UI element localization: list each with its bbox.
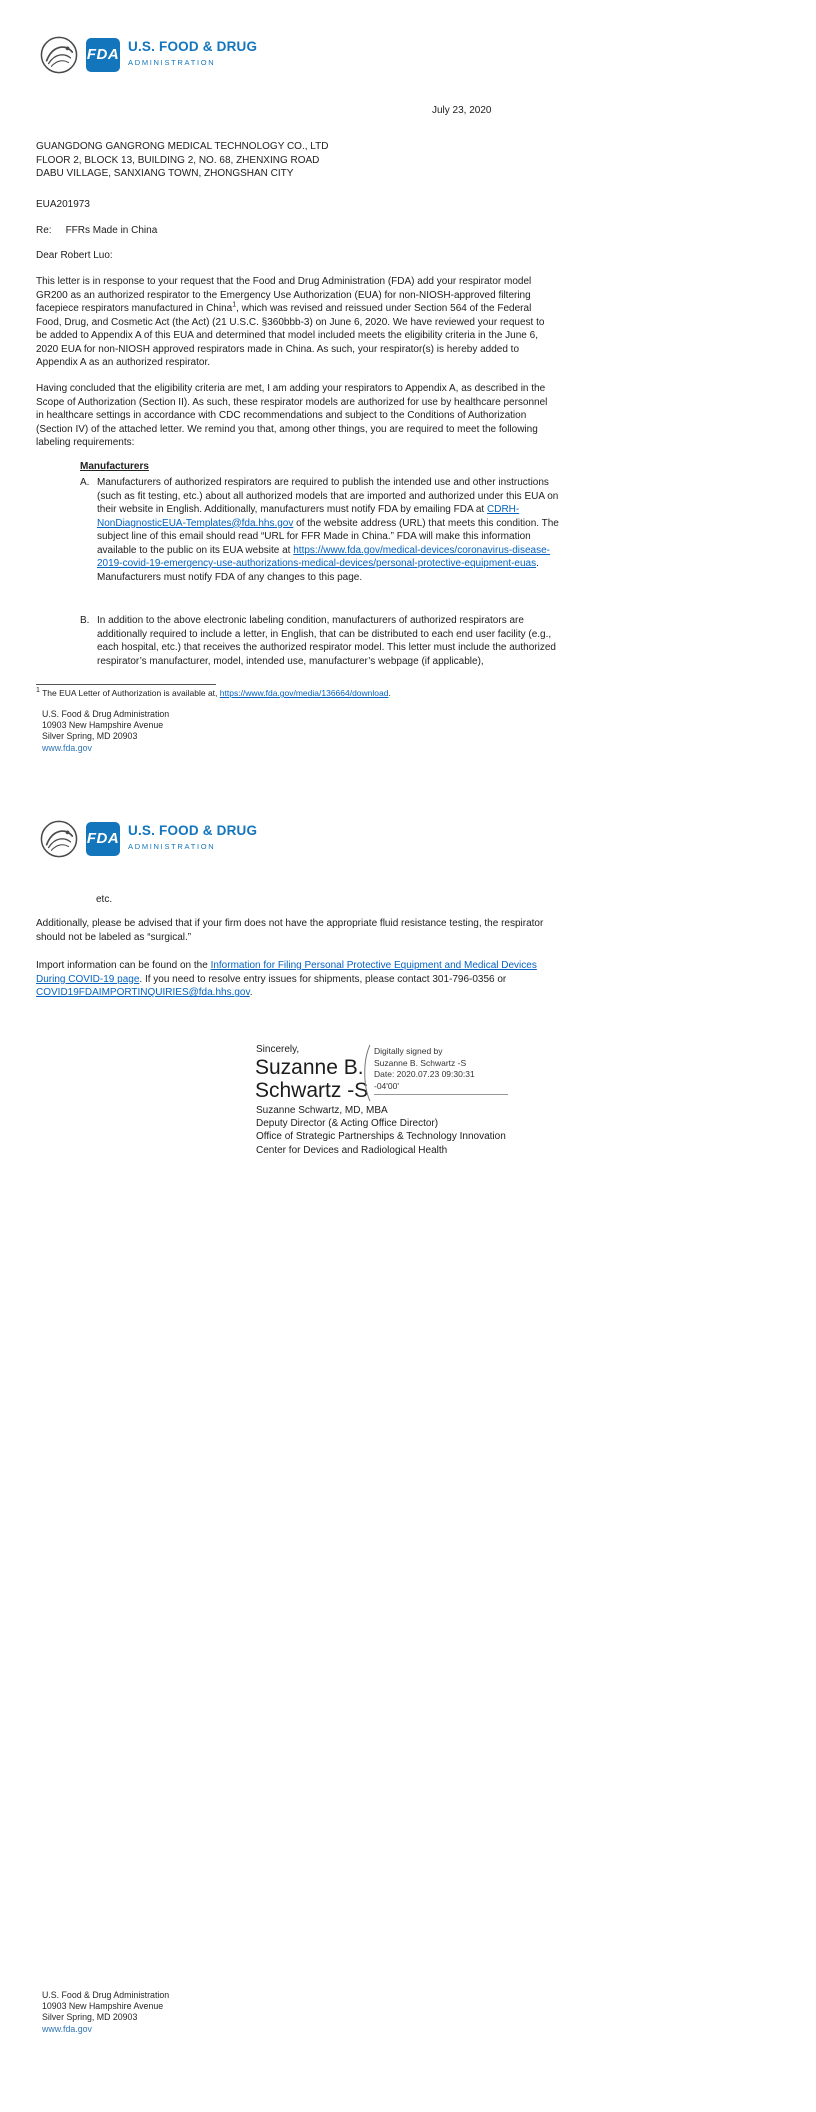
list-item-a-text — [97, 476, 562, 584]
recipient-address — [36, 140, 328, 181]
signer-name: Suzanne Schwartz, MD, MBA — [256, 1105, 388, 1116]
signature-curve-icon — [360, 1044, 372, 1107]
footnote-reference: 1 — [232, 301, 237, 309]
list-marker-a: A. — [80, 477, 90, 488]
signer-block — [256, 1104, 506, 1157]
manufacturers-heading: Manufacturers — [80, 461, 149, 472]
footer-city: Silver Spring, MD 20903 — [42, 2011, 138, 2022]
body-paragraph-2: Having concluded that the eligibility criteria are met, I am adding your respirators to Appendix A, as described in the Scope of Authorization (Section II). As such, these respirator models are authorized for use by healthcare personnel in healthcare settings in accordance with CDC recommendations and subject to the Conditions of Authorization (Section IV) of the attached letter. We remind you that, among other things, you are required to meet the following labeling requirements: — [36, 383, 548, 448]
fda-letterhead — [40, 820, 257, 858]
recipient-line: FLOOR 2, BLOCK 13, BUILDING 2, NO. 68, ZHENXING ROAD — [36, 154, 320, 166]
paragraph-text: , which was revised and reissued under Section 564 of the Federal Food, Drug, and Cosmetic Act (the Act) (21 U.S.C. §360bbb-3) on June 6, 2020. We have reviewed your request to be added to Appendix A of this EUA and determined that model included meets the eligibility criteria in the June 6, 2020 EUA for non-NIOSH approved respirators made in China. As such, your respirator(s) is hereby added to Appendix A as an authorized respirator. — [36, 303, 545, 368]
page-footer — [42, 1990, 169, 2035]
re-label: Re: — [36, 225, 52, 236]
digital-signature-line: Suzanne B. Schwartz -S — [374, 1057, 467, 1068]
footnote-text: . — [388, 688, 391, 698]
re-line — [36, 224, 157, 238]
signer-office: Office of Strategic Partnerships & Technology Innovation — [256, 1131, 506, 1143]
footnote-rule — [36, 684, 216, 685]
fda-website-link[interactable]: www.fda.gov — [42, 2024, 92, 2035]
body-paragraph-1 — [36, 275, 556, 370]
fda-wordmark — [128, 824, 257, 854]
fda-letterhead — [40, 36, 257, 74]
paragraph-text: Import information can be found on the — [36, 960, 211, 971]
digital-signature-line: -04'00' — [374, 1080, 399, 1091]
fda-logo-box: FDA — [86, 38, 120, 72]
list-item-a — [80, 476, 564, 584]
re-subject: FFRs Made in China — [65, 225, 158, 236]
footer-street: 10903 New Hampshire Avenue — [42, 719, 164, 730]
list-marker-b: B. — [80, 615, 90, 626]
footer-org: U.S. Food & Drug Administration — [42, 1990, 170, 2000]
signer-center: Center for Devices and Radiological Health — [256, 1144, 448, 1156]
fda-logo-box: FDA — [86, 822, 120, 856]
salutation: Dear Robert Luo: — [36, 250, 113, 261]
footer-city: Silver Spring, MD 20903 — [42, 730, 138, 741]
paragraph-text: . Manufacturers must notify FDA of any changes to this page. — [97, 558, 539, 583]
footnote-number: 1 — [36, 687, 40, 695]
paragraph-text: Manufacturers of authorized respirators are required to publish the intended use and other instructions (such as fit testing, etc.) about all authorized models that are imported and authorized under this EUA on their website in English. Additionally, manufacturers must notify FDA by emailing FDA at — [97, 477, 559, 515]
recipient-line: DABU VILLAGE, SANXIANG TOWN, ZHONGSHAN CITY — [36, 168, 294, 179]
import-info-link[interactable]: Information for Filing Personal Protective Equipment and Medical Devices During COVID-19 page — [36, 960, 537, 985]
fluid-resistance-paragraph: Additionally, please be advised that if your firm does not have the appropriate fluid resistance testing, the respirator should not be labeled as “surgical.” — [36, 918, 544, 943]
footnote-text: The EUA Letter of Authorization is available at, — [39, 688, 220, 698]
eua-number: EUA201973 — [36, 199, 90, 210]
page-footer — [42, 709, 169, 754]
hhs-seal-icon — [40, 36, 78, 74]
ppe-eua-page-link[interactable]: https://www.fda.gov/medical-devices/coronavirus-disease-2019-covid-19-emergency-use-authorizations-medical-devices/personal-protective-equipment-euas — [97, 544, 551, 569]
list-item-b — [80, 614, 564, 668]
footer-street: 10903 New Hampshire Avenue — [42, 2000, 164, 2011]
import-paragraph — [36, 959, 556, 1000]
fda-wordmark-line2: ADMINISTRATION — [128, 58, 216, 68]
fda-wordmark-line1: U.S. FOOD & DRUG — [128, 823, 258, 839]
signature-name: Suzanne B. Schwartz -S — [255, 1056, 369, 1102]
digital-signature-details — [374, 1046, 508, 1095]
fda-wordmark-line2: ADMINISTRATION — [128, 842, 216, 852]
hhs-seal-icon — [40, 820, 78, 858]
paragraph-text: . If you need to resolve entry issues for shipments, please contact 301-796-0356 or — [139, 973, 507, 985]
cdrh-email-link[interactable]: CDRH-NonDiagnosticEUA-Templates@fda.hhs.gov — [97, 504, 520, 529]
list-item-b-text: In addition to the above electronic labeling condition, manufacturers of authorized respirators are additionally required to include a letter, in English, that can be distributed to each end user facility (e.g., each hospital, etc.) that receives the authorized respirator model. This letter must include the authorized respirator’s manufacturer, model, intended use, manufacturer’s webpage (if applicable), — [97, 615, 556, 667]
footnote — [36, 688, 566, 699]
letter-date: July 23, 2020 — [432, 105, 492, 116]
recipient-line: GUANGDONG GANGRONG MEDICAL TECHNOLOGY CO., LTD — [36, 141, 329, 152]
fda-website-link[interactable]: www.fda.gov — [42, 743, 92, 754]
footer-org: U.S. Food & Drug Administration — [42, 709, 170, 719]
fda-wordmark-line1: U.S. FOOD & DRUG — [128, 39, 258, 55]
continuation-text: etc. — [96, 894, 113, 905]
digital-signature-line: Date: 2020.07.23 09:30:31 — [374, 1069, 475, 1079]
paragraph-text: This letter is in response to your request that the Food and Drug Administration (FDA) add your respirator model GR200 as an authorized respirator to the Emergency Use Authorization (EUA) for non-NIOSH-approved filtering facepiece respirators manufactured in China — [36, 276, 532, 314]
paragraph-text: of the website address (URL) that meets this condition. The subject line of this email should read “URL for FFR Made in China.” FDA will make this information available to the public on its EUA website at — [97, 517, 559, 556]
closing: Sincerely, — [256, 1044, 300, 1055]
fda-wordmark — [128, 40, 257, 70]
import-email-link[interactable]: COVID19FDAIMPORTINQUIRIES@fda.hhs.gov — [36, 987, 250, 998]
signer-title: Deputy Director (& Acting Office Director) — [256, 1118, 439, 1130]
footnote-download-link[interactable]: https://www.fda.gov/media/136664/download — [219, 688, 389, 698]
paragraph-text: . — [249, 987, 253, 998]
digital-signature-line: Digitally signed by — [374, 1046, 443, 1056]
